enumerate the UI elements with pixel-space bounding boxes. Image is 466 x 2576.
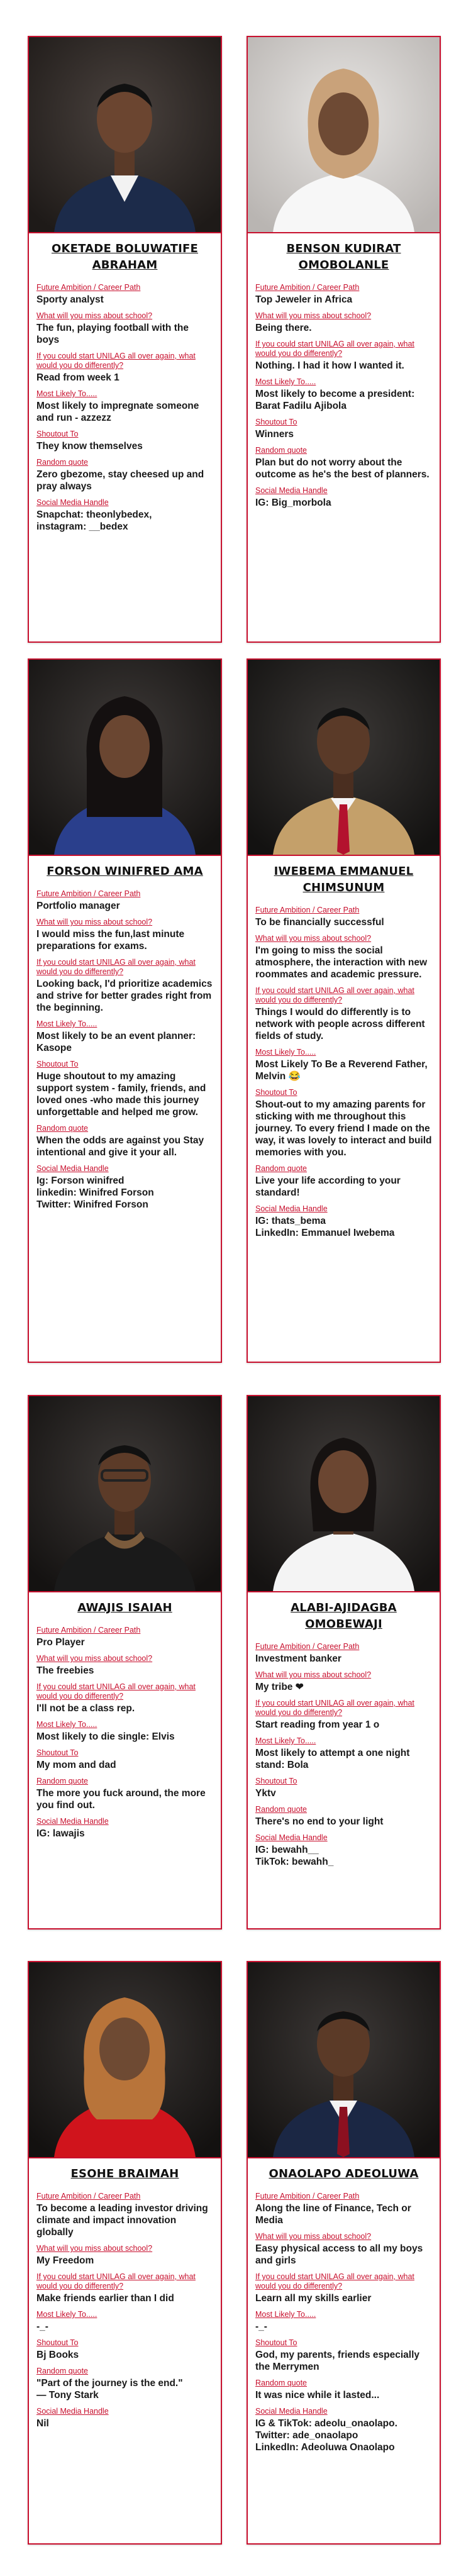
shoutout-value: Shout-out to my amazing parents for sticking with me throughout this journey. To every friend I made on the way, it was lovely to interact and build memories with you. — [255, 1099, 432, 1158]
social-label: Social Media Handle — [36, 2407, 109, 2416]
quote-value: "Part of the journey is the end." — Tony Stark — [36, 2378, 183, 2401]
likely-label: Most Likely To..... — [36, 1019, 97, 1028]
restart-value: Nothing. I had it how I wanted it. — [255, 360, 404, 371]
miss-label: What will you miss about school? — [255, 2232, 372, 2241]
miss-value: The fun, playing football with the boys — [36, 323, 189, 345]
likely-label: Most Likely To..... — [255, 2310, 316, 2319]
quote-value: It was nice while it lasted... — [255, 2390, 380, 2401]
career-value: Sporty analyst — [36, 294, 104, 305]
miss-value: I would miss the fun,last minute preparations for exams. — [36, 929, 185, 952]
profile-photo — [248, 37, 440, 233]
student-name: OKETADE BOLUWATIFE ABRAHAM — [51, 242, 199, 272]
career-value: Portfolio manager — [36, 901, 120, 911]
quote-label: Random quote — [36, 2367, 89, 2375]
miss-label: What will you miss about school? — [255, 934, 372, 943]
miss-label: What will you miss about school? — [36, 1654, 153, 1663]
profile-photo — [29, 1396, 221, 1592]
miss-label: What will you miss about school? — [36, 311, 153, 320]
profile-photo — [29, 1962, 221, 2158]
restart-label: If you could start UNILAG all over again, what would you do differently? — [255, 986, 414, 1004]
likely-value: -_- — [36, 2321, 48, 2332]
profile-photo — [248, 1396, 440, 1592]
restart-value: I'll not be a class rep. — [36, 1703, 135, 1714]
shoutout-value: Bj Books — [36, 2350, 79, 2360]
career-label: Future Ambition / Career Path — [36, 283, 141, 292]
profile-card — [28, 1961, 222, 2545]
profile-card — [247, 1961, 441, 2545]
quote-label: Random quote — [255, 1164, 308, 1173]
likely-value: Most likely to be an event planner: Kasope — [36, 1031, 196, 1053]
quote-label: Random quote — [36, 1777, 89, 1785]
social-label: Social Media Handle — [36, 1164, 109, 1173]
likely-value: Most likely to become a president: Barat Fadilu Ajibola — [255, 389, 415, 411]
profile-card — [28, 36, 222, 643]
miss-value: I'm going to miss the social atmosphere, the interaction with new roommates and academic pressure. — [255, 945, 428, 980]
miss-value: The freebies — [36, 1665, 94, 1676]
restart-label: If you could start UNILAG all over again, what would you do differently? — [255, 2272, 414, 2290]
career-value: Investment banker — [255, 1653, 341, 1664]
shoutout-label: Shoutout To — [36, 1748, 79, 1757]
quote-value: There's no end to your light — [255, 1816, 384, 1827]
social-label: Social Media Handle — [255, 1833, 328, 1842]
student-name: IWEBEMA EMMANUEL CHIMSUNUM — [274, 865, 414, 894]
likely-label: Most Likely To..... — [36, 2310, 97, 2319]
career-label: Future Ambition / Career Path — [36, 1626, 141, 1635]
likely-value: Most likely to attempt a one night stand: Bola — [255, 1748, 410, 1770]
student-name: ESOHE BRAIMAH — [70, 2167, 179, 2180]
career-label: Future Ambition / Career Path — [255, 283, 360, 292]
profile-card — [247, 658, 441, 1363]
shoutout-value: Huge shoutout to my amazing support system - family, friends, and loved ones -who made this journey unforgettable and helped me grow. — [36, 1071, 206, 1118]
social-label: Social Media Handle — [255, 486, 328, 495]
career-value: Top Jeweler in Africa — [255, 294, 353, 305]
miss-label: What will you miss about school? — [36, 2244, 153, 2253]
shoutout-label: Shoutout To — [36, 1060, 79, 1069]
shoutout-label: Shoutout To — [255, 1088, 297, 1097]
restart-label: If you could start UNILAG all over again, what would you do differently? — [36, 958, 196, 976]
quote-value: When the odds are against you Stay intentional and give it your all. — [36, 1135, 204, 1158]
career-label: Future Ambition / Career Path — [36, 2192, 141, 2201]
student-name: FORSON WINIFRED AMA — [47, 865, 203, 878]
shoutout-label: Shoutout To — [255, 2338, 297, 2347]
career-label: Future Ambition / Career Path — [255, 2192, 360, 2201]
quote-value: Live your life according to your standard! — [255, 1175, 401, 1198]
career-label: Future Ambition / Career Path — [255, 906, 360, 914]
quote-label: Random quote — [255, 1805, 308, 1814]
restart-value: Read from week 1 — [36, 372, 119, 383]
profile-photo — [29, 37, 221, 233]
profile-photo — [29, 660, 221, 856]
social-label: Social Media Handle — [255, 2407, 328, 2416]
restart-value: Things I would do differently is to network with people across different fields of study. — [255, 1007, 425, 1041]
miss-label: What will you miss about school? — [255, 311, 372, 320]
restart-value: Start reading from year 1 o — [255, 1719, 380, 1730]
restart-label: If you could start UNILAG all over again, what would you do differently? — [36, 1682, 196, 1701]
student-name: ALABI-AJIDAGBA OMOBEWAJI — [291, 1601, 397, 1631]
social-label: Social Media Handle — [255, 1204, 328, 1213]
likely-label: Most Likely To..... — [255, 377, 316, 386]
student-name: ONAOLAPO ADEOLUWA — [269, 2167, 419, 2180]
social-value: IG: Big_morbola — [255, 497, 331, 508]
likely-value: Most Likely To Be a Reverend Father, Melvin 😂 — [255, 1059, 428, 1082]
shoutout-label: Shoutout To — [255, 1777, 297, 1785]
social-label: Social Media Handle — [36, 1817, 109, 1826]
profile-card — [28, 658, 222, 1363]
shoutout-label: Shoutout To — [36, 2338, 79, 2347]
likely-value: Most likely to impregnate someone and run - azzezz — [36, 401, 199, 423]
career-value: Pro Player — [36, 1637, 85, 1648]
miss-value: My Freedom — [36, 2255, 94, 2266]
restart-label: If you could start UNILAG all over again, what would you do differently? — [255, 340, 414, 358]
quote-value: Zero gbezome, stay cheesed up and pray always — [36, 469, 204, 492]
miss-value: Being there. — [255, 323, 312, 333]
career-label: Future Ambition / Career Path — [255, 1642, 360, 1651]
likely-value: -_- — [255, 2321, 267, 2332]
social-value: Nil — [36, 2418, 49, 2429]
career-value: To be financially successful — [255, 917, 384, 928]
profile-card — [28, 1395, 222, 1929]
quote-value: The more you fuck around, the more you find out. — [36, 1788, 206, 1811]
student-name: BENSON KUDIRAT OMOBOLANLE — [286, 242, 401, 272]
shoutout-value: They know themselves — [36, 441, 143, 452]
profile-photo — [248, 660, 440, 856]
shoutout-label: Shoutout To — [36, 430, 79, 438]
restart-label: If you could start UNILAG all over again, what would you do differently? — [255, 1699, 414, 1717]
social-value: IG: lawajis — [36, 1828, 85, 1839]
miss-value: Easy physical access to all my boys and girls — [255, 2243, 423, 2266]
quote-label: Random quote — [36, 1124, 89, 1133]
likely-label: Most Likely To..... — [36, 389, 97, 398]
miss-label: What will you miss about school? — [36, 918, 153, 926]
shoutout-label: Shoutout To — [255, 418, 297, 426]
restart-value: Learn all my skills earlier — [255, 2293, 372, 2304]
social-value: IG & TikTok: adeolu_onaolapo. Twitter: ade_onaolapo LinkedIn: Adeoluwa Onaolapo — [255, 2418, 397, 2453]
shoutout-value: Yktv — [255, 1788, 276, 1799]
quote-label: Random quote — [36, 458, 89, 467]
career-value: To become a leading investor driving climate and impact innovation globally — [36, 2203, 208, 2238]
likely-label: Most Likely To..... — [36, 1720, 97, 1729]
restart-value: Looking back, I'd prioritize academics and strive for better grades right from the beginning. — [36, 979, 213, 1013]
shoutout-value: Winners — [255, 429, 294, 440]
social-label: Social Media Handle — [36, 498, 109, 507]
restart-label: If you could start UNILAG all over again, what would you do differently? — [36, 352, 196, 370]
social-value: IG: thats_bema LinkedIn: Emmanuel Iwebema — [255, 1216, 395, 1238]
profile-photo — [248, 1962, 440, 2158]
likely-label: Most Likely To..... — [255, 1736, 316, 1745]
miss-label: What will you miss about school? — [255, 1670, 372, 1679]
likely-value: Most likely to die single: Elvis — [36, 1731, 175, 1742]
likely-label: Most Likely To..... — [255, 1048, 316, 1057]
social-value: Snapchat: theonlybedex, instagram: __bedex — [36, 509, 152, 532]
shoutout-value: My mom and dad — [36, 1760, 116, 1770]
quote-label: Random quote — [255, 446, 308, 455]
career-label: Future Ambition / Career Path — [36, 889, 141, 898]
social-value: IG: bewahh__ TikTok: bewahh_ — [255, 1845, 334, 1867]
quote-value: Plan but do not worry about the outcome as he's the best of planners. — [255, 457, 430, 480]
student-name: AWAJIS ISAIAH — [77, 1601, 172, 1614]
restart-value: Make friends earlier than I did — [36, 2293, 174, 2304]
profile-card — [247, 36, 441, 643]
miss-value: My tribe ❤ — [255, 1682, 304, 1692]
shoutout-value: God, my parents, friends especially the Merrymen — [255, 2350, 420, 2372]
quote-label: Random quote — [255, 2379, 308, 2387]
profile-card — [247, 1395, 441, 1929]
restart-label: If you could start UNILAG all over again, what would you do differently? — [36, 2272, 196, 2290]
career-value: Along the line of Finance, Tech or Media — [255, 2203, 411, 2226]
social-value: Ig: Forson winifred linkedin: Winifred Forson Twitter: Winifred Forson — [36, 1175, 154, 1210]
